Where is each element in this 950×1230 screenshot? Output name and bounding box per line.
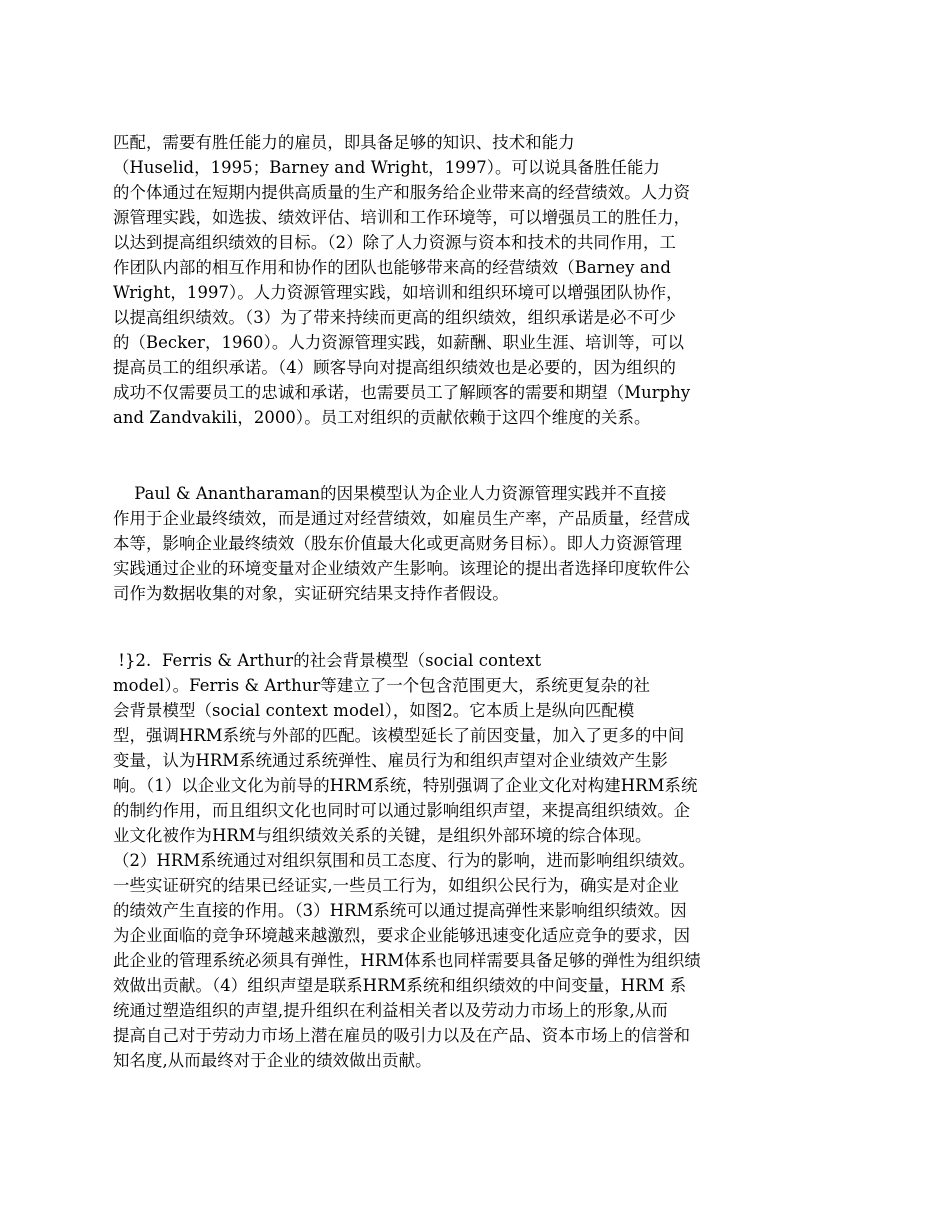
text-line: Wright，1997）。人力资源管理实践，如培训和组织环境可以增强团队协作， (113, 283, 683, 302)
text-line: model）。Ferris & Arthur等建立了一个包含范围更大，系统更复杂的社 (113, 676, 651, 695)
text-line: 的（Becker，1960）。人力资源管理实践，如薪酬、职业生涯、培训等，可以 (113, 333, 685, 352)
text-line: （Huselid，1995；Barney and Wright，1997）。可以说具备胜任能力 (113, 158, 660, 177)
text-line: 提高员工的组织承诺。（4）顾客导向对提高组织绩效也是必要的，因为组织的 (113, 358, 677, 377)
text-line: 作团队内部的相互作用和协作的团队也能够带来高的经营绩效（Barney and (113, 258, 671, 277)
paragraph-social-context-model (113, 648, 768, 1073)
text-line: 一些实证研究的结果已经证实,一些员工行为，如组织公民行为，确实是对企业 (113, 876, 679, 895)
paragraph-competence (113, 130, 768, 430)
text-line: 响。（1）以企业文化为前导的HRM系统，特别强调了企业文化对构建HRM系统 (113, 776, 698, 795)
text-line: 效做出贡献。（4）组织声望是联系HRM系统和组织绩效的中间变量，HRM 系 (113, 976, 687, 995)
text-line: 的绩效产生直接的作用。（3）HRM系统可以通过提高弹性来影响组织绩效。因 (113, 901, 687, 920)
paragraph-causal-model (113, 481, 768, 606)
text-line: 变量，认为HRM系统通过系统弹性、雇员行为和组织声望对企业绩效产生影 (113, 751, 668, 770)
text-line: 作用于企业最终绩效，而是通过对经营绩效，如雇员生产率，产品质量，经营成 (113, 509, 691, 528)
text-line: 成功不仅需要员工的忠诚和承诺，也需要员工了解顾客的需要和期望（Murphy (113, 383, 691, 402)
text-line: （2）HRM系统通过对组织氛围和员工态度、行为的影响，进而影响组织绩效。 (113, 851, 695, 870)
text-line: 业文化被作为HRM与组织绩效关系的关键，是组织外部环境的综合体现。 (113, 826, 652, 845)
text-line: 本等，影响企业最终绩效（股东价值最大化或更高财务目标）。即人力资源管理 (113, 534, 682, 553)
text-line: 会背景模型（social context model），如图2。它本质上是纵向匹配模 (113, 701, 635, 720)
text-line: 提高自己对于劳动力市场上潜在雇员的吸引力以及在产品、资本市场上的信誉和 (113, 1026, 691, 1045)
text-line: 司作为数据收集的对象，实证研究结果支持作者假设。 (113, 584, 509, 603)
text-line: 型，强调HRM系统与外部的匹配。该模型延长了前因变量，加入了更多的中间 (113, 726, 685, 745)
text-line: 为企业面临的竞争环境越来越激烈，要求企业能够迅速变化适应竞争的要求，因 (113, 926, 691, 945)
text-line: 的个体通过在短期内提供高质量的生产和服务给企业带来高的经营绩效。人力资 (113, 183, 691, 202)
text-line: 实践通过企业的环境变量对企业绩效产生影响。该理论的提出者选择印度软件公 (113, 559, 691, 578)
text-line: Paul & Anantharaman的因果模型认为企业人力资源管理实践并不直接 (113, 484, 667, 503)
text-line: 此企业的管理系统必须具有弹性，HRM体系也同样需要具备足够的弹性为组织绩 (113, 951, 701, 970)
text-line: 以提高组织绩效。（3）为了带来持续而更高的组织绩效，组织承诺是必不可少 (113, 308, 677, 327)
text-line: 匹配，需要有胜任能力的雇员，即具备足够的知识、技术和能力 (113, 133, 575, 152)
text-line: and Zandvakili，2000）。员工对组织的贡献依赖于这四个维度的关系。 (113, 408, 651, 427)
text-line: 源管理实践，如选拔、绩效评估、培训和工作环境等，可以增强员工的胜任力， (113, 208, 691, 227)
text-line: 知名度,从而最终对于企业的绩效做出贡献。 (113, 1051, 432, 1070)
text-line: 统通过塑造组织的声望,提升组织在利益相关者以及劳动力市场上的形象,从而 (113, 1001, 668, 1020)
text-line: 以达到提高组织绩效的目标。（2）除了人力资源与资本和技术的共同作用，工 (113, 233, 677, 252)
text-line: 的制约作用，而且组织文化也同时可以通过影响组织声望，来提高组织绩效。企 (113, 801, 691, 820)
text-line: !}2. Ferris & Arthur的社会背景模型（social context (113, 651, 542, 670)
